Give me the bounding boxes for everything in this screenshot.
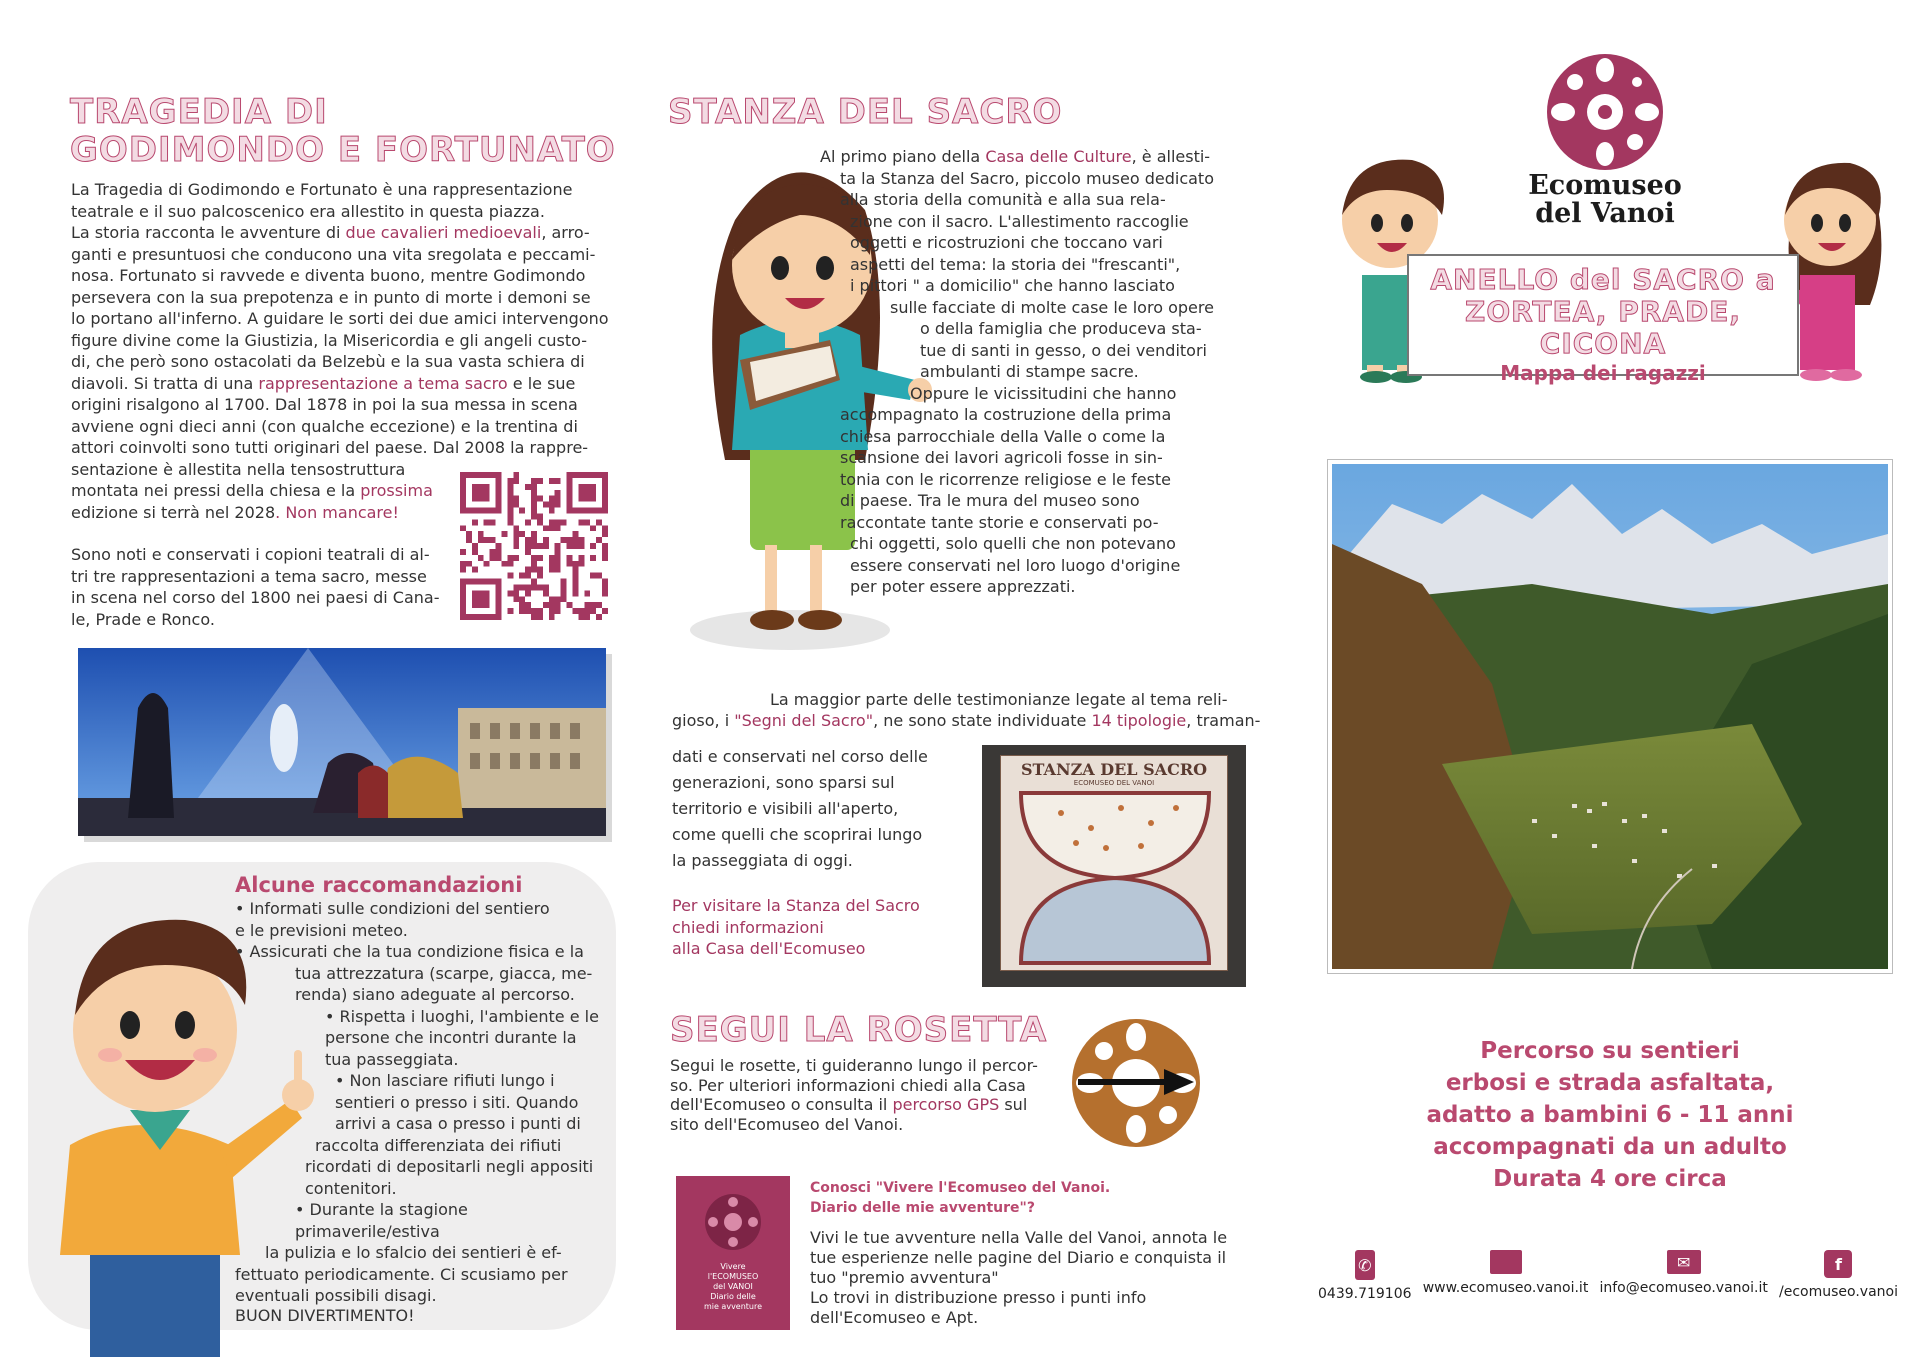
text-line: Diario delle (710, 1292, 756, 1301)
list-item: tua attrezzatura (scarpe, giacca, me- (295, 963, 593, 983)
text-line: tue di santi in gesso, o dei venditori (920, 340, 1207, 360)
text-line: tonia con le ricorrenze religiose e le feste (840, 469, 1172, 489)
text-line: chiedi informazioni (672, 917, 824, 937)
list-item: fettuato periodicamente. Ci scusiamo per (235, 1264, 568, 1284)
text-line: generazioni, sono sparsi sul (672, 773, 895, 792)
text-line: montata nei pressi della chiesa e la prossima (71, 481, 433, 500)
text-line: edizione si terrà nel 2028. Non mancare! (71, 502, 399, 522)
rosetta-text (670, 1056, 1070, 1134)
text-line: zione con il sacro. L'allestimento raccoglie (850, 211, 1189, 231)
email-label: info@ecomuseo.vanoi.it (1599, 1280, 1768, 1296)
list-item: • Non lasciare rifiuti lungo i (335, 1071, 555, 1090)
banner-subtitle: Mappa dei ragazzi (1500, 361, 1706, 385)
text-line: come quelli che scoprirai lungo (672, 825, 923, 844)
segni-line-1 (770, 689, 1250, 711)
text-line: dell'Ecomuseo o consulta il percorso GPS sul (670, 1095, 1028, 1114)
text-line: i pittori " a domicilio" che hanno lasciato (850, 276, 1175, 295)
text-line: scansione dei lavori agricoli fosse in sin- (840, 448, 1163, 467)
stanza-text (820, 146, 1260, 598)
text-line: sentazione è allestita nella tensostruttura (71, 459, 406, 479)
text-line: Vivi le tue avventure nella Valle del Vanoi, annota le (810, 1228, 1228, 1247)
valley-photo (1332, 464, 1888, 969)
list-item: • Informati sulle condizioni del sentiero (235, 899, 550, 918)
stanza-sign-photo (982, 745, 1246, 987)
copioni-text (71, 544, 451, 630)
diario-text (810, 1228, 1250, 1328)
text-line: alla storia della comunità e alla sua rela- (840, 190, 1166, 209)
text-line: aspetti del tema: la storia dei "frescanti", (850, 254, 1181, 274)
contact-bar (1318, 1250, 1898, 1310)
text-line: sulle facciate di molte case le loro opere (890, 297, 1214, 317)
recommendations-list (235, 898, 605, 1307)
text-line: so. Per ulteriori informazioni chiedi alla Casa (670, 1075, 1026, 1095)
diario-title-2: Diario delle mie avventure"? (810, 1200, 1035, 1216)
list-item: eventuali possibili disagi. (235, 1286, 437, 1305)
route-info (1390, 1035, 1830, 1195)
segni-text (672, 744, 972, 874)
diario-title-1: Conosci "Vivere l'Ecomuseo del Vanoi. (810, 1180, 1111, 1196)
contact-email[interactable] (1599, 1250, 1767, 1310)
text-line: Lo trovi in distribuzione presso i punti info (810, 1288, 1147, 1307)
text-line: attori coinvolti sono tutti originari del paese. Dal 2008 la rappre- (71, 438, 589, 457)
text-line: erbosi e strada asfaltata, (1445, 1070, 1775, 1096)
qr-code[interactable] (460, 472, 608, 620)
text-line: oggetti e ricostruzioni che toccano vari (850, 233, 1163, 252)
text-line: La Tragedia di Godimondo e Fortunato è una rappresentazione (71, 180, 573, 199)
text-line: chi oggetti, solo quelli che non potevano (850, 534, 1176, 553)
rosetta-title: SEGUI LA ROSETTA (670, 1010, 1048, 1050)
diario-book-text (676, 1262, 790, 1312)
list-item: • Rispetta i luoghi, l'ambiente e le (325, 1006, 599, 1026)
list-item: sentieri o presso i siti. Quando (335, 1092, 579, 1112)
monitor-icon (1490, 1250, 1522, 1274)
text-line: Vivere (720, 1262, 746, 1271)
theater-photo (78, 648, 606, 836)
text-line: ta la Stanza del Sacro, piccolo museo dedicato (840, 168, 1214, 188)
text-line: raccontate tante storie e conservati po- (840, 512, 1159, 532)
text-line: tue esperienze nelle pagine del Diario e conquista il (810, 1248, 1227, 1267)
list-item: raccolta differenziata dei rifiuti (315, 1135, 562, 1155)
list-item: persone che incontri durante la (325, 1028, 577, 1047)
text-line: ganti e presuntuosi che conducono una vita sregolata e peccami- (71, 244, 596, 264)
phone-icon: ✆ (1355, 1250, 1375, 1280)
text-line: dell'Ecomuseo e Apt. (810, 1308, 979, 1327)
text-line: Per visitare la Stanza del Sacro (672, 896, 920, 915)
visit-info (672, 895, 972, 960)
text-line: di paese. Tra le mura del museo sono (840, 491, 1140, 510)
text-line: Segui le rosette, ti guideranno lungo il percor- (670, 1056, 1038, 1075)
facebook-icon: f (1824, 1250, 1852, 1278)
banner-line-1: ANELLO del SACRO a (1430, 263, 1776, 296)
phone-label: 0439.719106 (1318, 1286, 1412, 1302)
segni-line-2 (672, 710, 1262, 732)
list-item: ricordati di depositarli negli appositi (305, 1157, 594, 1176)
text-line: Oppure le vicissitudini che hanno (910, 383, 1177, 403)
list-item: e le previsioni meteo. (235, 920, 408, 940)
text-line: sito dell'Ecomuseo del Vanoi. (670, 1114, 904, 1134)
text-line: tuo "premio avventura" (810, 1268, 999, 1287)
text-line: mie avventure (703, 1302, 763, 1311)
text-line: persevera con la sua prepotenza e in punto di morte i demoni se (71, 287, 591, 307)
contact-facebook[interactable] (1779, 1250, 1898, 1310)
text-line: o della famiglia che produceva sta- (920, 319, 1202, 338)
text-line: adatto a bambini 6 - 11 anni (1426, 1102, 1794, 1128)
text-line: essere conservati nel loro luogo d'origine (850, 555, 1181, 575)
list-item: • Durante la stagione primaverile/estiva (295, 1200, 468, 1241)
buon-divertimento: BUON DIVERTIMENTO! (235, 1306, 415, 1325)
text-line: del VANOI (713, 1282, 753, 1291)
sign-title: STANZA DEL SACRO (1020, 760, 1208, 779)
text-line: accompagnato la costruzione della prima (840, 405, 1172, 424)
list-item: la pulizia e lo sfalcio dei sentieri è ef- (265, 1243, 562, 1262)
text-line: per poter essere apprezzati. (850, 577, 1076, 596)
stanza-title: STANZA DEL SACRO (668, 92, 1063, 132)
text-line: territorio e visibili all'aperto, (672, 799, 899, 818)
tragedia-title-1: TRAGEDIA DI (70, 92, 328, 132)
text-line: Al primo piano della Casa delle Culture, è allesti- (820, 147, 1211, 166)
logo-line-2: del Vanoi (1535, 198, 1675, 229)
list-item: tua passeggiata. (325, 1049, 459, 1069)
banner-line-2: ZORTEA, PRADE, CICONA (1465, 295, 1741, 360)
text-line: dati e conservati nel corso delle (672, 747, 928, 766)
text-line: origini risalgono al 1700. Dal 1878 in poi la sua messa in scena (71, 395, 578, 414)
title-banner (1407, 254, 1799, 385)
contact-phone[interactable] (1318, 1250, 1412, 1310)
text-line: diavoli. Si tratta di una rappresentazione a tema sacro e le sue (71, 373, 576, 393)
mail-icon: ✉ (1667, 1250, 1701, 1274)
text-line: in scena nel corso del 1800 nei paesi di Cana- (71, 588, 440, 607)
logo-text (1505, 172, 1705, 228)
text-line: Durata 4 ore circa (1493, 1166, 1727, 1192)
text-line: le, Prade e Ronco. (71, 609, 215, 629)
text-line: accompagnati da un adulto (1433, 1134, 1787, 1160)
text-line: chiesa parrocchiale della Valle o come la (840, 426, 1166, 446)
facebook-label: /ecomuseo.vanoi (1779, 1284, 1898, 1300)
ecomuseo-logo-icon (1545, 52, 1665, 172)
tragedia-title-2: GODIMONDO E FORTUNATO (70, 130, 616, 170)
list-item: arrivi a casa o presso i punti di (335, 1114, 581, 1133)
list-item: renda) siano adeguate al percorso. (295, 985, 575, 1004)
text-line: la passeggiata di oggi. (672, 851, 853, 870)
text-line: di, che però sono ostacolati da Belzebù e la sua vasta schiera di (71, 352, 585, 371)
text-line: nosa. Fortunato si ravvede e diventa buono, mentre Godimondo (71, 266, 586, 285)
text-line: La maggior parte delle testimonianze legate al tema reli- (770, 690, 1228, 709)
rosetta-arrow-icon (1068, 1015, 1204, 1151)
text-line: tri tre rappresentazioni a tema sacro, messe (71, 566, 427, 586)
text-line: lo portano all'inferno. A guidare le sorti dei due amici intervengono (71, 309, 609, 328)
contact-website[interactable] (1423, 1250, 1589, 1310)
text-line: Percorso su sentieri (1480, 1038, 1740, 1064)
website-label: www.ecomuseo.vanoi.it (1422, 1280, 1589, 1296)
text-line: teatrale e il suo palcoscenico era allestito in questa piazza. (71, 201, 545, 221)
text-line: avviene ogni dieci anni (con qualche eccezione) e la trentina di (71, 416, 578, 436)
text-line: figure divine come la Giustizia, la Misericordia e gli angeli custo- (71, 330, 587, 350)
text-line: gioso, i "Segni del Sacro", ne sono state individuate 14 tipologie, traman- (672, 711, 1261, 730)
list-item: • Assicurati che la tua condizione fisica e la (235, 942, 584, 961)
text-line: l'ECOMUSEO (707, 1272, 759, 1281)
recommendations-title: Alcune raccomandazioni (235, 873, 523, 897)
sign-subtitle: ECOMUSEO DEL VANOI (1073, 779, 1155, 787)
text-line: La storia racconta le avventure di due cavalieri medioevali, arro- (71, 223, 590, 242)
text-line: ambulanti di stampe sacre. (920, 362, 1139, 381)
text-line: alla Casa dell'Ecomuseo (672, 939, 866, 958)
list-item: contenitori. (305, 1178, 397, 1198)
logo-line-1: Ecomuseo (1528, 170, 1682, 201)
text-line: Sono noti e conservati i copioni teatrali di al- (71, 545, 430, 564)
diario-book-cover (676, 1176, 790, 1330)
